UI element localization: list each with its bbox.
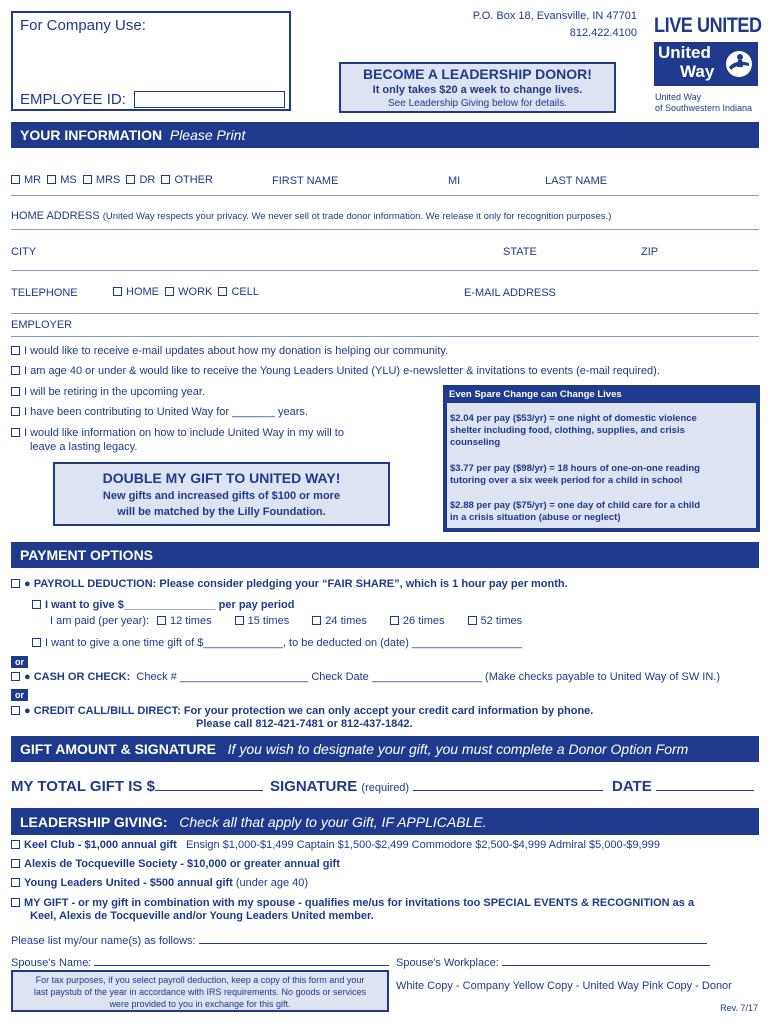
employee-id-label: EMPLOYEE ID:	[20, 91, 126, 108]
title-dr[interactable]: DR	[126, 174, 155, 186]
title-mrs[interactable]: MRS	[83, 174, 120, 186]
employer-label: EMPLOYER	[11, 319, 73, 331]
date-row	[612, 777, 754, 795]
payroll-deduction-option[interactable]: ● PAYROLL DEDUCTION: Please consider pledging your “FAIR SHARE”, which is 1 hour pay per month.	[11, 578, 568, 590]
phone-type-options	[113, 286, 259, 298]
email-label: E-MAIL ADDRESS	[464, 287, 556, 299]
checkbox-icon[interactable]	[11, 346, 20, 355]
gift-amount-header	[11, 736, 759, 762]
your-info-subtitle: Please Print	[169, 127, 246, 143]
pay-15-times[interactable]: 15 times	[235, 615, 290, 627]
banner-line-1: It only takes $20 a week to change lives.	[372, 84, 583, 96]
tocqueville-option[interactable]: Alexis de Tocqueville Society - $10,000 or greater annual gift	[11, 858, 340, 870]
checkbox-icon[interactable]	[11, 407, 20, 416]
checkbox-icon[interactable]	[468, 616, 477, 625]
my-gift-line2: Keel, Alexis de Tocqueville and/or Young Leaders United member.	[30, 910, 374, 922]
checkbox-icon[interactable]	[312, 616, 321, 625]
double-gift-box	[53, 462, 390, 526]
pay-frequency-options	[157, 615, 522, 627]
tax-note-line-2: last paystub of the year in accordance with IRS requirements. No goods or services	[33, 987, 367, 997]
home-address-field[interactable]	[11, 210, 611, 222]
checkbox-icon[interactable]	[157, 616, 166, 625]
checkbox-icon[interactable]	[11, 859, 20, 868]
signature-label: SIGNATURE	[270, 778, 358, 795]
payment-options-title: PAYMENT OPTIONS	[20, 547, 154, 563]
signature-row	[270, 777, 603, 795]
spouse-name-row	[11, 956, 389, 969]
total-gift-label: MY TOTAL GIFT IS $	[11, 778, 155, 795]
credit-call-option[interactable]: ● CREDIT CALL/BILL DIRECT: For your protection we can only accept your credit card information by phone.	[11, 705, 593, 717]
tax-note-line-3: were provided to you in exchange for this gift.	[109, 999, 291, 1009]
spare-change-panel	[447, 403, 756, 528]
spare-change-title: Even Spare Change can Change Lives	[449, 389, 622, 400]
option-years-contributing[interactable]: I have been contributing to United Way for _______ years.	[11, 406, 308, 418]
checkbox-icon[interactable]	[11, 579, 20, 588]
company-use-title: For Company Use:	[20, 17, 146, 34]
checkbox-icon[interactable]	[390, 616, 399, 625]
checkbox-icon[interactable]	[161, 175, 170, 184]
checkbox-icon[interactable]	[11, 878, 20, 887]
spouse-name-label: Spouse's Name:	[11, 957, 92, 969]
phone-row-line	[11, 313, 759, 314]
telephone-label: TELEPHONE	[11, 287, 78, 299]
address-row-line	[11, 229, 759, 230]
tax-note-line-1: For tax purposes, if you select payroll deduction, keep a copy of this form and your	[35, 975, 365, 985]
option-will-info[interactable]: I would like information on how to include United Way in my will to	[11, 427, 344, 439]
spare-change-item-2: $3.77 per pay ($98/yr) = 18 hours of one-on-one reading tutoring over a six week period for a child in school	[450, 463, 700, 486]
helping-hand-icon	[724, 49, 754, 79]
tax-note-box	[11, 970, 389, 1012]
spare-change-item-1: $2.04 per pay ($53/yr) = one night of domestic violence shelter including food, clothing, supplies, and crisis counseling	[450, 413, 697, 448]
phone-work[interactable]: WORK	[165, 286, 212, 298]
checkbox-icon[interactable]	[218, 287, 227, 296]
keel-club-option[interactable]: Keel Club - $1,000 annual gift Ensign $1,000-$1,499 Captain $1,500-$2,499 Commodore $2,500-$4,999 Admiral $5,000-$9,999	[11, 839, 660, 851]
gift-amount-note: If you wish to designate your gift, you must complete a Donor Option Form	[227, 741, 689, 757]
leadership-title: LEADERSHIP GIVING:	[20, 813, 168, 830]
spouse-workplace-input[interactable]	[502, 956, 710, 966]
leadership-donor-banner	[339, 62, 616, 113]
list-names-label: Please list my/our name(s) as follows:	[11, 935, 196, 947]
paid-per-year-label: I am paid (per year):	[50, 615, 150, 627]
or-badge: or	[11, 656, 28, 668]
checkbox-icon[interactable]	[165, 287, 174, 296]
your-information-header	[11, 122, 759, 148]
company-use-box	[11, 11, 291, 111]
your-info-title: YOUR INFORMATION	[20, 127, 163, 143]
option-will-info-line2: leave a lasting legacy.	[30, 441, 138, 453]
mi-label: MI	[448, 175, 461, 187]
title-mr[interactable]: MR	[11, 174, 41, 186]
checkbox-icon[interactable]	[235, 616, 244, 625]
credit-call-phone: Please call 812-421-7481 or 812-437-1842.	[196, 718, 413, 730]
live-united-logo-text: LIVE UNITED	[654, 14, 762, 37]
spouse-workplace-row	[396, 956, 710, 969]
employer-row-line	[11, 336, 759, 337]
logo-caption-1: United Way	[655, 92, 702, 102]
spare-change-box	[443, 385, 760, 532]
first-name-label: FIRST NAME	[272, 175, 339, 187]
checkbox-icon[interactable]	[83, 175, 92, 184]
spare-change-item-3: $2.88 per pay ($75/yr) = one day of child care for a child in a crisis situation (abuse or neglect)	[450, 500, 701, 523]
checkbox-icon[interactable]	[11, 366, 20, 375]
united-way-logo	[654, 42, 758, 86]
title-other[interactable]: OTHER	[161, 174, 213, 186]
gift-amount-title: GIFT AMOUNT & SIGNATURE	[20, 741, 216, 757]
logo-way: Way	[680, 62, 715, 81]
spouse-name-input[interactable]	[94, 956, 389, 966]
home-address-label: HOME ADDRESS	[11, 210, 100, 222]
phone-cell[interactable]: CELL	[218, 286, 259, 298]
phone-home[interactable]: HOME	[113, 286, 159, 298]
checkbox-icon[interactable]	[11, 840, 20, 849]
leadership-giving-header	[11, 808, 759, 835]
last-name-label: LAST NAME	[545, 175, 608, 187]
option-ylu-newsletter[interactable]: I am age 40 or under & would like to receive the Young Leaders United (YLU) e-newsletter & invitations to events (e-mail required).	[11, 365, 660, 377]
revision-label: Rev. 7/17	[720, 1003, 758, 1013]
my-gift-option[interactable]: MY GIFT - or my gift in combination with my spouse - qualifies me/us for invitations too SPECIAL EVENTS & RECOGNITION as a	[11, 897, 694, 909]
title-ms[interactable]: MS	[47, 174, 77, 186]
privacy-note: (United Way respects your privacy. We never sell ot trade donor information. We release it only for recognition purposes.)	[102, 211, 612, 222]
leadership-note: Check all that apply to your Gift, IF APPLICABLE.	[179, 813, 487, 830]
option-email-updates[interactable]: I would like to receive e-mail updates about how my donation is helping our community.	[11, 345, 448, 357]
copy-distribution: White Copy - Company Yellow Copy - United Way Pink Copy - Donor	[396, 980, 732, 992]
option-retiring[interactable]: I will be retiring in the upcoming year.	[11, 386, 205, 398]
list-names-input[interactable]	[199, 934, 707, 944]
checkbox-icon[interactable]	[11, 428, 20, 437]
double-gift-title: DOUBLE MY GIFT TO UNITED WAY!	[102, 470, 341, 486]
banner-title: BECOME A LEADERSHIP DONOR!	[363, 66, 592, 82]
or-badge: or	[11, 689, 28, 701]
list-names-row	[11, 934, 707, 947]
signature-required: (required)	[361, 782, 410, 794]
pay-12-times[interactable]: 12 times	[157, 615, 212, 627]
checkbox-icon[interactable]	[11, 175, 20, 184]
double-gift-line-1: New gifts and increased gifts of $100 or more	[102, 490, 341, 502]
checkbox-icon[interactable]	[32, 600, 41, 609]
city-label: CITY	[11, 246, 37, 258]
spouse-workplace-label: Spouse's Workplace:	[396, 957, 499, 969]
total-gift-row	[11, 777, 263, 795]
city-row-line	[11, 270, 759, 271]
signature-input[interactable]	[413, 777, 603, 791]
logo-caption-2: of Southwestern Indiana	[655, 103, 753, 113]
payment-options-header	[11, 542, 759, 568]
checkbox-icon[interactable]	[11, 898, 20, 907]
zip-label: ZIP	[641, 246, 659, 258]
title-options	[11, 174, 213, 186]
checkbox-icon[interactable]	[47, 175, 56, 184]
total-gift-input[interactable]	[155, 777, 263, 791]
one-time-gift-option[interactable]: I want to give a one time gift of $_____________, to be deducted on (date) __________________	[32, 637, 522, 649]
pay-52-times[interactable]: 52 times	[468, 615, 523, 627]
name-row-line	[11, 195, 759, 196]
address-line: P.O. Box 18, Evansville, IN 47701	[472, 10, 637, 22]
checkbox-icon[interactable]	[32, 638, 41, 647]
ylu-option[interactable]: Young Leaders United - $500 annual gift (under age 40)	[11, 877, 308, 889]
double-gift-line-2: will be matched by the Lilly Foundation.	[117, 506, 326, 518]
checkbox-icon[interactable]	[113, 287, 122, 296]
checkbox-icon[interactable]	[126, 175, 135, 184]
want-to-give-option[interactable]: I want to give $_______________ per pay period	[32, 599, 294, 611]
pay-26-times[interactable]: 26 times	[390, 615, 445, 627]
employee-id-input[interactable]	[134, 91, 285, 108]
logo-united: United	[658, 43, 711, 62]
state-label: STATE	[503, 246, 537, 258]
checkbox-icon[interactable]	[11, 387, 20, 396]
date-input[interactable]	[656, 777, 754, 791]
checkbox-icon[interactable]	[11, 706, 20, 715]
checkbox-icon[interactable]	[11, 672, 20, 681]
banner-line-2: See Leadership Giving below for details.	[388, 98, 567, 109]
address-phone: 812.422.4100	[569, 27, 637, 39]
pay-24-times[interactable]: 24 times	[312, 615, 367, 627]
date-label: DATE	[612, 778, 652, 795]
cash-check-option[interactable]: ● CASH OR CHECK: Check # _____________________ Check Date __________________ (Make checks payable to United Way of SW IN.)	[11, 671, 720, 683]
